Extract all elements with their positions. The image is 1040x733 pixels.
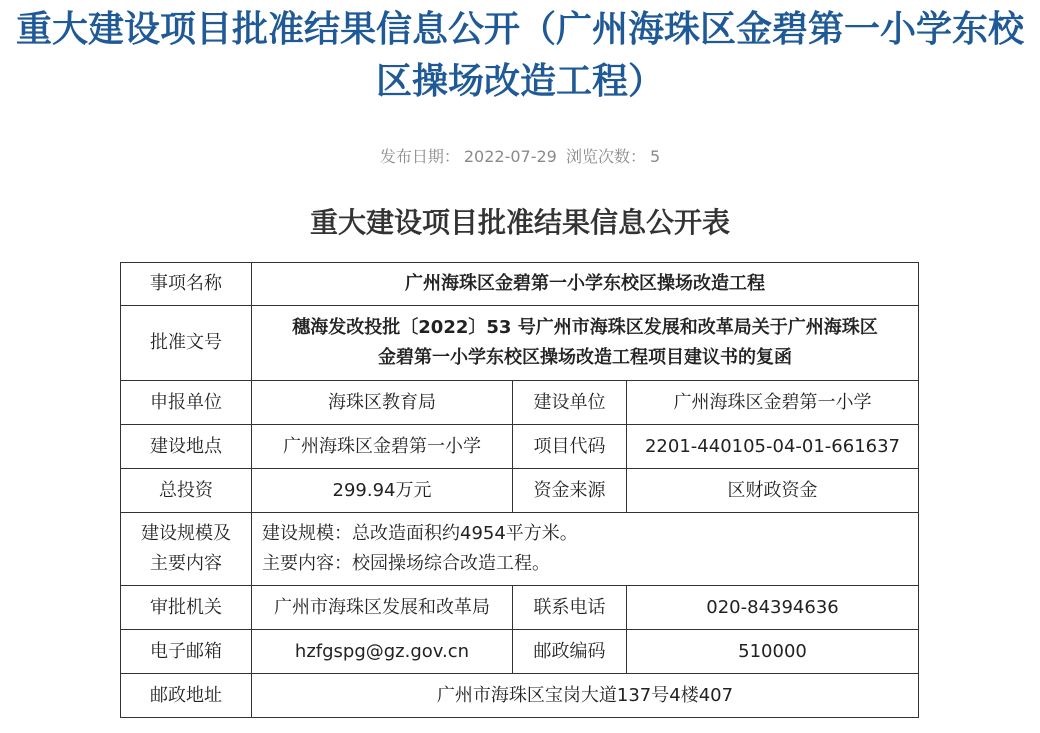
table-row [121,381,919,425]
view-count-label: 浏览次数： [565,147,646,166]
postcode-label: 邮政编码 [513,630,627,674]
applicant-label: 申报单位 [121,381,252,425]
publish-meta [0,146,1040,168]
table-row [121,513,919,586]
publish-date-label: 发布日期： [379,147,460,166]
location-value: 广州海珠区金碧第一小学 [252,425,513,469]
scale-label [121,513,252,586]
approval-doc-line: 穗海发改投批〔2022〕53 号广州市海珠区发展和改革局关于广州海珠区 [292,317,878,338]
table-row [121,306,919,381]
email-value: hzfgspg@gz.gov.cn [252,630,513,674]
investment-label: 总投资 [121,469,252,513]
applicant-value: 海珠区教育局 [252,381,513,425]
approval-doc-value [252,306,919,381]
table-row [121,630,919,674]
approval-doc-label: 批准文号 [121,306,252,381]
scale-line: 建设规模：总改造面积约4954平方米。 [262,523,578,544]
scale-label-line: 建设规模及 [141,523,231,544]
builder-label: 建设单位 [513,381,627,425]
table-row [121,263,919,306]
table-title: 重大建设项目批准结果信息公开表 [309,206,730,239]
item-name-value: 广州海珠区金碧第一小学东校区操场改造工程 [252,263,919,306]
address-value: 广州市海珠区宝岗大道137号4楼407 [252,674,919,718]
scale-value [252,513,919,586]
page-title: 重大建设项目批准结果信息公开（广州海珠区金碧第一小学东校区操场改造工程） [15,9,1024,102]
phone-value: 020-84394636 [627,586,919,630]
postcode-value: 510000 [627,630,919,674]
funding-value: 区财政资金 [627,469,919,513]
authority-label: 审批机关 [121,586,252,630]
project-code-label: 项目代码 [513,425,627,469]
table-row [121,586,919,630]
funding-label: 资金来源 [513,469,627,513]
email-label: 电子邮箱 [121,630,252,674]
table-row [121,425,919,469]
publish-date: 2022-07-29 [463,147,557,166]
table-row [121,674,919,718]
content-line: 主要内容：校园操场综合改造工程。 [262,553,550,574]
project-code-value: 2201-440105-04-01-661637 [627,425,919,469]
phone-label: 联系电话 [513,586,627,630]
item-name-label: 事项名称 [121,263,252,306]
address-label: 邮政地址 [121,674,252,718]
view-count: 5 [649,147,661,166]
approval-doc-line: 金碧第一小学东校区操场改造工程项目建议书的复函 [378,347,792,368]
scale-label-line: 主要内容 [150,553,222,574]
location-label: 建设地点 [121,425,252,469]
authority-value: 广州市海珠区发展和改革局 [252,586,513,630]
investment-value: 299.94万元 [252,469,513,513]
project-info-table [120,262,919,718]
builder-value: 广州海珠区金碧第一小学 [627,381,919,425]
table-row [121,469,919,513]
